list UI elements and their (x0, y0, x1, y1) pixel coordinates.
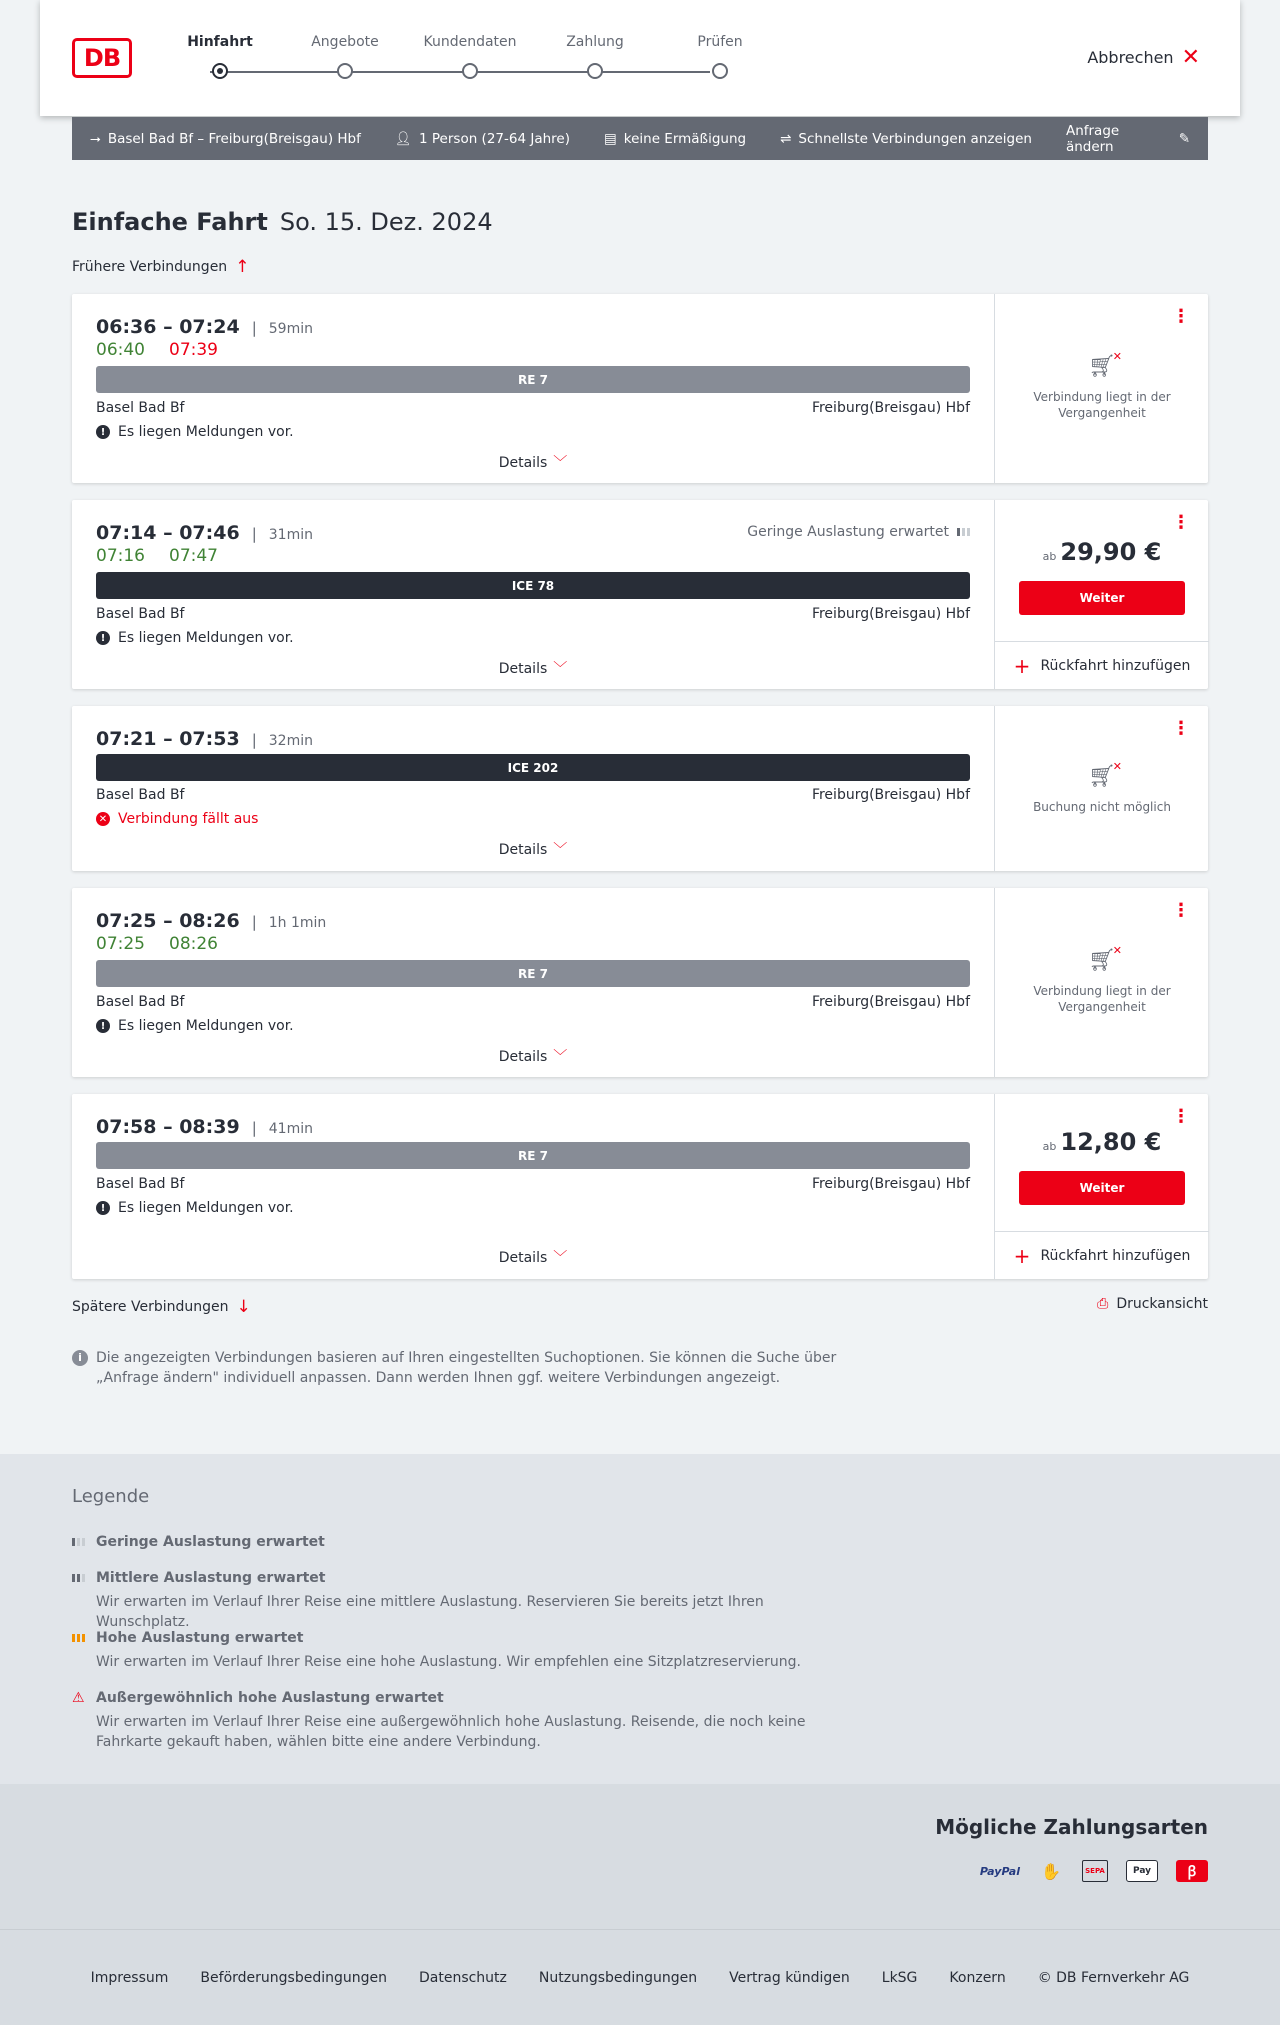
step-dot (462, 63, 478, 79)
discount-summary (604, 131, 746, 147)
cancel-circle-icon: ✕ (96, 812, 110, 826)
cart-unavailable (995, 760, 1209, 815)
payment-title: Mögliche Zahlungsarten (935, 1815, 1208, 1839)
duration: 41min (268, 1121, 313, 1137)
cancellation-notice (96, 811, 258, 827)
arrival-station: Freiburg(Breisgau) Hbf (811, 994, 970, 1010)
cross-icon: ✕ (1112, 350, 1122, 363)
more-options-icon[interactable]: ⋮ (1172, 306, 1190, 327)
stations (96, 994, 970, 1010)
trip-date: So. 15. Dez. 2024 (279, 208, 493, 236)
legend-item-desc: Wir erwarten im Verlauf Ihrer Reise eine hohe Auslastung. Wir empfehlen eine Sitzplatzreservierung. (96, 1654, 801, 1670)
earlier-label: Frühere Verbindungen (72, 259, 228, 275)
notice-text: Es liegen Meldungen vor. (118, 1200, 294, 1216)
header (40, 0, 1240, 116)
chevron-down-icon: ﹀ (553, 455, 568, 471)
departure-station: Basel Bad Bf (96, 606, 185, 622)
route-label: Basel Bad Bf – Freiburg(Breisgau) Hbf (107, 130, 361, 147)
planned-times: 06:36 – 07:24 (96, 316, 240, 338)
arrival-station: Freiburg(Breisgau) Hbf (811, 400, 970, 416)
continue-button[interactable]: Weiter (1019, 581, 1185, 615)
cart-icon: 🛒︎ ✕ (1088, 760, 1122, 789)
arrow-down-icon: ↓ (236, 1297, 251, 1317)
duration: 31min (268, 527, 313, 543)
details-toggle[interactable] (72, 1046, 994, 1066)
legend-item-high (72, 1630, 856, 1672)
legend-item-desc: Wir erwarten im Verlauf Ihrer Reise eine mittlere Auslastung. Reservieren Sie bereits jetzt Ihren Wunschplatz. (96, 1594, 764, 1630)
apple-pay-icon (1126, 1860, 1158, 1882)
chevron-down-icon: ﹀ (553, 1250, 568, 1266)
alert-icon: ! (96, 631, 110, 645)
trip-type: Einfache Fahrt (72, 208, 268, 236)
step-kundendaten: Kundendaten (410, 34, 530, 50)
info-note (72, 1348, 852, 1388)
booking-panel (994, 888, 1208, 1077)
departure-station: Basel Bad Bf (96, 994, 185, 1010)
pencil-icon: ✎ (1178, 130, 1190, 147)
details-label: Details (498, 455, 548, 471)
details-toggle[interactable] (72, 1247, 994, 1267)
step-angebote: Angebote (285, 34, 405, 50)
cart-note: Verbindung liegt in der Vergangenheit (1033, 984, 1171, 1014)
separator: | (251, 1119, 257, 1137)
footer-link-terms[interactable]: Nutzungsbedingungen (538, 1969, 698, 1986)
train-bar[interactable]: ICE 202 (96, 754, 970, 781)
details-label: Details (498, 1049, 548, 1065)
footer-link-konzern[interactable]: Konzern (949, 1969, 1006, 1986)
connection-info (72, 500, 994, 689)
connection-card[interactable] (72, 500, 1208, 689)
filter-icon: ⇌ (780, 130, 792, 147)
train-bar[interactable]: RE 7 (96, 960, 970, 987)
footer-link-cancel-contract[interactable]: Vertrag kündigen (729, 1969, 850, 1986)
discount-label: keine Ermäßigung (623, 130, 747, 147)
footer-link-lksg[interactable]: LkSG (881, 1969, 918, 1986)
legend-item-title: Geringe Auslastung erwartet (96, 1534, 325, 1550)
booking-panel (994, 706, 1208, 871)
notice (96, 1018, 294, 1034)
notice (96, 1200, 294, 1216)
alert-icon: ! (96, 1201, 110, 1215)
details-label: Details (498, 661, 548, 677)
notice-text: Es liegen Meldungen vor. (118, 424, 294, 440)
card-icon: ▤ (603, 130, 617, 147)
connection-card[interactable] (72, 888, 1208, 1077)
realtime-arrival: 08:26 (169, 934, 218, 954)
price-prefix: ab (1042, 550, 1057, 563)
medium-occupancy-icon (72, 1574, 88, 1582)
notice-text: Verbindung fällt aus (118, 811, 259, 827)
cross-icon: ✕ (1112, 760, 1122, 773)
realtime-departure: 06:40 (96, 340, 145, 360)
info-icon: i (72, 1350, 88, 1366)
plus-icon: + (1013, 653, 1031, 678)
db-logo[interactable]: DB (72, 38, 132, 78)
later-connections-link[interactable] (72, 1297, 251, 1317)
later-label: Spätere Verbindungen (72, 1299, 229, 1315)
cart-icon: 🛒︎ ✕ (1088, 350, 1122, 379)
arrow-up-icon: ↑ (235, 257, 250, 277)
cart-note: Verbindung liegt in der Vergangenheit (1033, 390, 1171, 420)
continue-button[interactable]: Weiter (1019, 1171, 1185, 1205)
legend-item-medium (72, 1570, 856, 1632)
footer-link-conditions[interactable]: Beförderungsbedingungen (200, 1969, 387, 1986)
progress-stepper (160, 34, 743, 84)
realtime-arrival: 07:47 (169, 546, 218, 566)
printer-icon: ⎙ (1097, 1296, 1109, 1312)
details-toggle[interactable] (72, 452, 994, 472)
realtime-times (96, 546, 218, 566)
arrival-station: Freiburg(Breisgau) Hbf (811, 787, 970, 803)
high-occupancy-icon (72, 1634, 88, 1642)
very-high-occupancy-icon: ⚠ (72, 1690, 85, 1706)
planned-times: 07:21 – 07:53 (96, 728, 240, 750)
apple-pay-label: Pay (1132, 1866, 1152, 1876)
stations (96, 400, 970, 416)
change-request-button[interactable] (1066, 123, 1190, 155)
route-summary (90, 131, 361, 147)
route-arrow-icon: ⭢ (90, 130, 101, 147)
connection-times (96, 522, 313, 544)
footer-copyright: © DB Fernverkehr AG (1037, 1969, 1190, 1986)
persons-label: 1 Person (27-64 Jahre) (419, 130, 570, 147)
connection-info (72, 1094, 994, 1279)
arrival-station: Freiburg(Breisgau) Hbf (811, 606, 970, 622)
alert-icon: ! (96, 1019, 110, 1033)
planned-times: 07:25 – 08:26 (96, 910, 240, 932)
notice-text: Es liegen Meldungen vor. (118, 630, 294, 646)
chevron-down-icon: ﹀ (553, 661, 568, 677)
footer-link-privacy[interactable]: Datenschutz (418, 1969, 507, 1986)
chevron-down-icon: ﹀ (553, 842, 568, 858)
stepper-line (210, 71, 710, 73)
booking-panel (994, 500, 1208, 689)
more-options-icon[interactable]: ⋮ (1172, 900, 1190, 921)
payment-methods-section (0, 1784, 1280, 1929)
details-label: Details (498, 1250, 548, 1266)
realtime-times (96, 934, 218, 954)
step-dot (587, 63, 603, 79)
occupancy-info (747, 524, 970, 540)
fastest-label: Schnellste Verbindungen anzeigen (798, 130, 1032, 147)
persons-summary (395, 131, 570, 147)
step-dot (337, 63, 353, 79)
realtime-times (96, 340, 218, 360)
separator: | (251, 525, 257, 543)
step-hinfahrt: Hinfahrt (160, 34, 280, 50)
departure-station: Basel Bad Bf (96, 400, 185, 416)
plus-icon: + (1013, 1243, 1031, 1268)
notice (96, 630, 294, 646)
separator: | (251, 731, 257, 749)
duration: 32min (268, 733, 313, 749)
paypal-icon: PayPal (979, 1864, 1020, 1878)
print-view-link[interactable] (1097, 1296, 1208, 1312)
booking-panel (994, 294, 1208, 483)
add-return-button[interactable] (995, 1231, 1209, 1279)
train-bar[interactable]: ICE 78 (96, 572, 970, 599)
step-dot (212, 63, 228, 79)
price-value: 29,90 € (1060, 538, 1162, 566)
train-bar[interactable]: RE 7 (96, 366, 970, 393)
person-icon: 👤︎ (394, 130, 413, 147)
connection-times (96, 316, 313, 338)
legend-item-title: Mittlere Auslastung erwartet (96, 1570, 326, 1586)
legend-section (0, 1454, 1280, 1784)
connection-info (72, 888, 994, 1077)
connection-times (96, 910, 326, 932)
search-summary-bar (72, 117, 1208, 160)
legend-item-title: Hohe Auslastung erwartet (96, 1630, 304, 1646)
occupancy-icon (957, 528, 970, 536)
earlier-connections-link[interactable] (72, 257, 249, 277)
price (995, 538, 1209, 566)
separator: | (251, 319, 257, 337)
planned-times: 07:58 – 08:39 (96, 1116, 240, 1138)
step-zahlung: Zahlung (535, 34, 655, 50)
realtime-departure: 07:16 (96, 546, 145, 566)
footer (0, 1929, 1280, 2025)
connection-info (72, 706, 994, 871)
price-value: 12,80 € (1060, 1128, 1162, 1156)
payment-icons (980, 1860, 1208, 1882)
more-options-icon[interactable]: ⋮ (1172, 1106, 1190, 1127)
connection-card[interactable] (72, 706, 1208, 871)
step-pruefen: Prüfen (660, 34, 780, 50)
more-options-icon[interactable]: ⋮ (1172, 718, 1190, 739)
duration: 1h 1min (268, 915, 327, 931)
add-return-label: Rückfahrt hinzufügen (1040, 1247, 1191, 1264)
price-prefix: ab (1042, 1140, 1057, 1153)
close-icon: ✕ (1181, 44, 1200, 70)
connection-times (96, 728, 313, 750)
connection-times (96, 1116, 313, 1138)
notice (96, 424, 294, 440)
cart-icon: 🛒︎ ✕ (1088, 944, 1122, 973)
page-title (72, 208, 493, 236)
legend-item-title: Außergewöhnlich hohe Auslastung erwartet (96, 1690, 444, 1706)
add-return-label: Rückfahrt hinzufügen (1040, 657, 1191, 674)
details-toggle[interactable] (72, 658, 994, 678)
connection-info (72, 294, 994, 483)
print-label: Druckansicht (1116, 1296, 1208, 1312)
cancel-label: Abbrechen (1087, 48, 1174, 67)
change-label: Anfrage ändern (1065, 122, 1120, 155)
low-occupancy-icon (72, 1538, 88, 1546)
planned-times: 07:14 – 07:46 (96, 522, 240, 544)
legend-title: Legende (72, 1486, 150, 1507)
info-text: Die angezeigten Verbindungen basieren auf Ihren eingestellten Suchoptionen. Sie können die Suche über „Anfrage ändern" individuell anpassen. Dann werden Ihnen ggf. weitere Verbindungen angezeigt. (96, 1350, 837, 1386)
booking-panel (994, 1094, 1208, 1279)
alert-icon: ! (96, 425, 110, 439)
credit-card-icon: ✋ (1041, 1861, 1061, 1881)
train-bar[interactable]: RE 7 (96, 1142, 970, 1169)
realtime-arrival: 07:39 (169, 340, 218, 360)
stations (96, 1176, 970, 1192)
add-return-button[interactable] (995, 641, 1209, 689)
cart-note: Buchung nicht möglich (1033, 800, 1171, 814)
details-label: Details (498, 842, 548, 858)
departure-station: Basel Bad Bf (96, 1176, 185, 1192)
footer-link-impressum[interactable]: Impressum (90, 1969, 169, 1986)
stations (96, 606, 970, 622)
fastest-toggle[interactable] (780, 131, 1032, 147)
cart-unavailable (995, 944, 1209, 1015)
cancel-button[interactable] (1087, 44, 1200, 70)
details-toggle[interactable] (72, 839, 994, 859)
cross-icon: ✕ (1112, 944, 1122, 957)
chevron-down-icon: ﹀ (553, 1049, 568, 1065)
legend-item-very-high (72, 1690, 856, 1752)
legend-item-low (72, 1534, 325, 1550)
legend-item-desc: Wir erwarten im Verlauf Ihrer Reise eine außergewöhnlich hohe Auslastung. Reisende, die noch keine Fahrkarte gekauft haben, wählen bitte eine andere Verbindung. (96, 1714, 806, 1750)
duration: 59min (268, 321, 313, 337)
step-dot (712, 63, 728, 79)
stations (96, 787, 970, 803)
connection-card[interactable] (72, 1094, 1208, 1279)
occupancy-label: Geringe Auslastung erwartet (747, 524, 949, 540)
cart-unavailable (995, 350, 1209, 421)
realtime-departure: 07:25 (96, 934, 145, 954)
price (995, 1128, 1209, 1156)
more-options-icon[interactable]: ⋮ (1172, 512, 1190, 533)
separator: | (251, 913, 257, 931)
departure-station: Basel Bad Bf (96, 787, 185, 803)
sepa-icon: SEPA (1082, 1860, 1108, 1882)
connection-card[interactable] (72, 294, 1208, 483)
arrival-station: Freiburg(Breisgau) Hbf (811, 1176, 970, 1192)
db-payment-icon: ꞵ (1176, 1860, 1208, 1882)
notice-text: Es liegen Meldungen vor. (118, 1018, 294, 1034)
